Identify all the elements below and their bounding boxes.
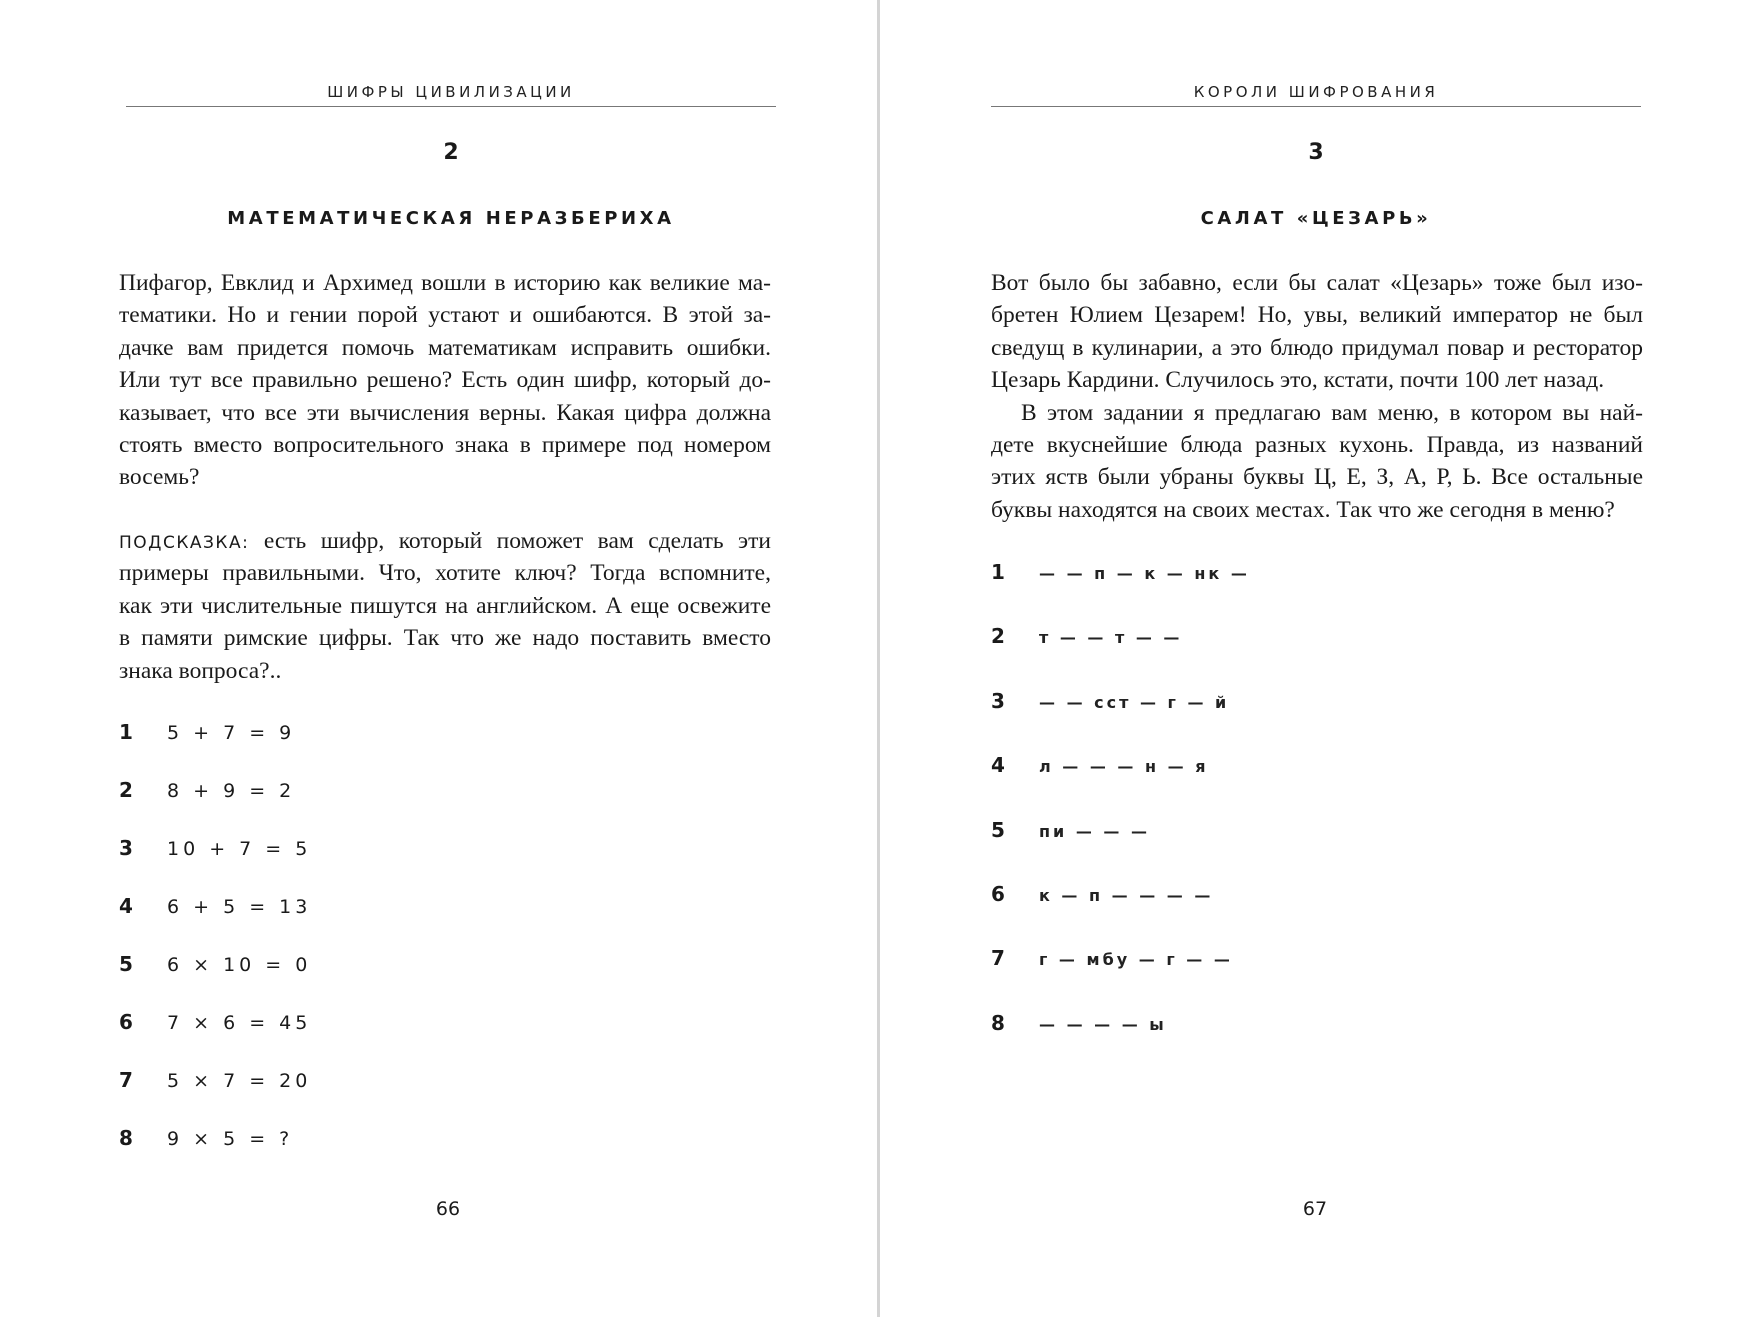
hint-paragraph xyxy=(119,525,771,687)
item-number: 4 xyxy=(119,894,133,918)
cipher-word: к — п — — — — xyxy=(1039,886,1214,905)
list-item xyxy=(119,952,311,976)
text-line: восемь? xyxy=(119,464,200,491)
text-line: Вот было бы забавно, если бы салат «Цезарь» тоже был изо- xyxy=(991,270,1643,296)
item-number: 4 xyxy=(991,753,1005,778)
hint-text: в памяти римские цифры. Так что же надо поставить вместо xyxy=(119,625,771,652)
list-item xyxy=(119,894,311,918)
puzzle-description xyxy=(991,267,1643,526)
text-line: дете вкуснейшие блюда разных кухонь. Правда, из названий xyxy=(991,431,1643,458)
equation: 7 × 6 = 45 xyxy=(167,1012,312,1034)
item-number: 3 xyxy=(119,836,133,860)
item-number: 5 xyxy=(991,817,1005,842)
item-number: 8 xyxy=(991,1010,1005,1035)
text-line: дачке вам придется помочь математикам исправить ошибки. xyxy=(119,334,771,361)
item-number: 5 xyxy=(119,952,133,976)
running-head: ШИФРЫ ЦИВИЛИЗАЦИИ xyxy=(327,83,575,101)
list-item xyxy=(991,882,1213,906)
item-number: 7 xyxy=(119,1068,133,1092)
page-number: 67 xyxy=(1302,1198,1328,1220)
item-number: 3 xyxy=(991,688,1005,713)
cipher-word: — — сст — г — й xyxy=(1039,692,1230,712)
cipher-word: — — п — к — нк — xyxy=(1039,564,1250,583)
puzzle-title: МАТЕМАТИЧЕСКАЯ НЕРАЗБЕРИХА xyxy=(227,208,675,229)
hint-text: знака вопроса?.. xyxy=(119,657,282,684)
list-item xyxy=(119,720,295,744)
text-line: казывает, что все эти вычисления верны. Какая цифра должна xyxy=(119,399,771,426)
text-line: Или тут все правильно решено? Есть один шифр, который до- xyxy=(119,367,771,394)
text-line: В этом задании я предлагаю вам меню, в котором вы най- xyxy=(1021,399,1643,426)
puzzle-title: САЛАТ «ЦЕЗАРЬ» xyxy=(1200,208,1432,229)
list-item xyxy=(991,560,1250,584)
item-number: 2 xyxy=(119,778,133,802)
text-line: стоять вместо вопросительного знака в примере под номером xyxy=(119,431,771,458)
list-item xyxy=(119,1126,293,1150)
text-line xyxy=(119,557,771,589)
list-item xyxy=(119,1068,311,1092)
item-number: 2 xyxy=(991,624,1005,649)
puzzle-number: 3 xyxy=(1308,140,1324,165)
list-item xyxy=(991,624,1182,648)
cipher-word: пи — — — xyxy=(1039,821,1150,841)
hint-text: как эти числительные пишутся на английском. А еще освежите xyxy=(119,592,771,619)
text-line: бретен Юлием Цезарем! Но, увы, великий император не был xyxy=(991,302,1643,329)
hint-label: ПОДСКАЗКА: xyxy=(119,533,250,553)
header-rule xyxy=(991,106,1641,107)
text-line: буквы находятся на своих местах. Так что же сегодня в меню? xyxy=(991,496,1615,523)
text-line xyxy=(119,525,771,557)
list-item xyxy=(991,946,1233,970)
text-line xyxy=(119,622,771,654)
list-item xyxy=(991,818,1150,842)
cipher-word: л — — — н — я xyxy=(1039,757,1209,777)
item-number: 6 xyxy=(991,882,1005,906)
puzzle-description xyxy=(119,267,771,494)
cipher-word: т — — т — — xyxy=(1039,628,1183,648)
text-line xyxy=(119,590,771,622)
list-item xyxy=(991,1011,1167,1035)
page-number: 66 xyxy=(435,1198,461,1220)
list-item xyxy=(119,1010,311,1034)
item-number: 1 xyxy=(119,720,133,744)
equation: 5 × 7 = 20 xyxy=(167,1070,312,1092)
text-line: этих яств были убраны буквы Ц, Е, З, А, Р, Ь. Все остальные xyxy=(991,464,1643,491)
text-line: Пифагор, Евклид и Архимед вошли в историю как великие ма- xyxy=(119,270,771,296)
puzzle-number: 2 xyxy=(443,140,459,165)
running-head: КОРОЛИ ШИФРОВАНИЯ xyxy=(1193,83,1439,101)
hint-text: есть шифр, который поможет вам сделать эти xyxy=(263,528,771,554)
list-item xyxy=(991,753,1208,777)
list-item xyxy=(119,778,295,802)
header-rule xyxy=(126,106,776,107)
list-item xyxy=(991,689,1229,713)
text-line: сведущ в кулинарии, а это блюдо придумал повар и ресторатор xyxy=(991,334,1643,361)
item-number: 6 xyxy=(119,1010,133,1034)
cipher-word: — — — — ы xyxy=(1039,1014,1167,1034)
item-number: 1 xyxy=(991,560,1005,584)
equation: 8 + 9 = 2 xyxy=(167,780,296,802)
right-page xyxy=(880,0,1754,1317)
hint-text: примеры правильными. Что, хотите ключ? Тогда вспомните, xyxy=(119,560,771,587)
cipher-word: г — мбу — г — — xyxy=(1039,950,1233,970)
equation: 9 × 5 = ? xyxy=(167,1128,294,1150)
text-line: Цезарь Кардини. Случилось это, кстати, почти 100 лет назад. xyxy=(991,367,1605,394)
equation: 6 × 10 = 0 xyxy=(167,954,312,976)
item-number: 7 xyxy=(991,946,1005,971)
equation: 10 + 7 = 5 xyxy=(167,838,312,860)
text-line: тематики. Но и гении порой устают и ошибаются. В этой за- xyxy=(119,302,771,329)
text-line xyxy=(119,655,771,687)
list-item xyxy=(119,836,311,860)
equation: 5 + 7 = 9 xyxy=(167,722,296,744)
item-number: 8 xyxy=(119,1126,133,1150)
equation: 6 + 5 = 13 xyxy=(167,896,312,918)
